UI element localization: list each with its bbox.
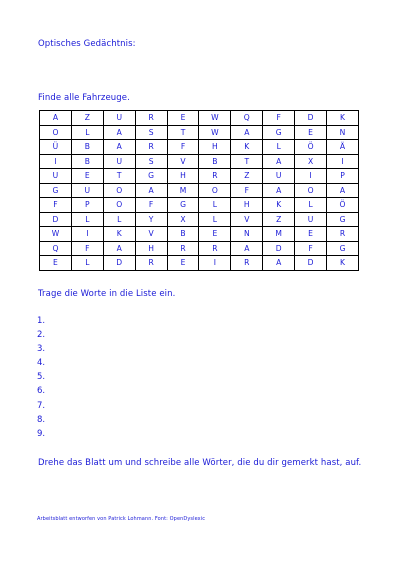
grid-cell: E [295, 227, 327, 242]
grid-cell: B [167, 227, 199, 242]
grid-cell: R [327, 227, 359, 242]
grid-cell: D [40, 212, 72, 227]
instruction-turn-page: Drehe das Blatt um und schreibe alle Wörter, die du dir gemerkt hast, auf. [38, 458, 362, 468]
grid-cell: F [231, 183, 263, 198]
grid-cell: G [263, 125, 295, 140]
grid-cell: S [135, 154, 167, 169]
grid-cell: K [263, 198, 295, 213]
grid-cell: I [199, 256, 231, 271]
grid-row [40, 183, 359, 198]
page-title: Optisches Gedächtnis: [38, 39, 136, 49]
list-item [37, 370, 51, 384]
grid-cell: G [40, 183, 72, 198]
grid-row [40, 125, 359, 140]
grid-cell: R [135, 256, 167, 271]
grid-cell: F [263, 111, 295, 126]
grid-cell: L [263, 140, 295, 155]
grid-cell: H [135, 241, 167, 256]
grid-cell: A [263, 183, 295, 198]
grid-cell: H [199, 140, 231, 155]
grid-row [40, 111, 359, 126]
grid-cell: E [71, 169, 103, 184]
grid-cell: V [135, 227, 167, 242]
grid-cell: N [327, 125, 359, 140]
grid-cell: R [199, 241, 231, 256]
list-item-number: 9. [37, 428, 46, 439]
grid-cell: P [327, 169, 359, 184]
grid-row [40, 140, 359, 155]
grid-cell: W [199, 111, 231, 126]
list-item-number: 5. [37, 372, 46, 383]
grid-row [40, 241, 359, 256]
grid-cell: E [295, 125, 327, 140]
grid-cell: L [71, 256, 103, 271]
grid-cell: Ö [295, 140, 327, 155]
grid-cell: T [103, 169, 135, 184]
grid-cell: L [295, 198, 327, 213]
list-item [37, 356, 51, 370]
list-item-number: 2. [37, 330, 46, 341]
grid-cell: E [40, 256, 72, 271]
grid-cell: A [231, 241, 263, 256]
grid-cell: F [71, 241, 103, 256]
grid-cell: X [295, 154, 327, 169]
grid-cell: A [231, 125, 263, 140]
grid-cell: R [231, 256, 263, 271]
grid-cell: A [103, 125, 135, 140]
grid-cell: X [167, 212, 199, 227]
grid-cell: K [327, 256, 359, 271]
grid-cell: G [167, 198, 199, 213]
list-item-number: 6. [37, 386, 46, 397]
instruction-find-vehicles: Finde alle Fahrzeuge. [38, 93, 130, 103]
grid-cell: F [167, 140, 199, 155]
list-item [37, 413, 51, 427]
grid-cell: Q [40, 241, 72, 256]
list-item [37, 328, 51, 342]
grid-cell: H [167, 169, 199, 184]
list-item-number: 1. [37, 316, 46, 326]
grid-cell: I [327, 154, 359, 169]
grid-cell: T [167, 125, 199, 140]
grid-cell: F [295, 241, 327, 256]
grid-cell: A [327, 183, 359, 198]
grid-cell: O [103, 198, 135, 213]
grid-cell: V [167, 154, 199, 169]
grid-cell: R [135, 140, 167, 155]
grid-cell: G [327, 212, 359, 227]
grid-cell: O [295, 183, 327, 198]
grid-cell: R [199, 169, 231, 184]
grid-cell: D [295, 256, 327, 271]
grid-cell: M [263, 227, 295, 242]
grid-cell: S [135, 125, 167, 140]
grid-cell: D [295, 111, 327, 126]
grid-cell: B [71, 154, 103, 169]
grid-row [40, 169, 359, 184]
grid-cell: A [103, 140, 135, 155]
grid-cell: R [135, 111, 167, 126]
grid-cell: L [71, 125, 103, 140]
grid-cell: H [231, 198, 263, 213]
grid-cell: A [135, 183, 167, 198]
grid-cell: Z [71, 111, 103, 126]
grid-cell: U [263, 169, 295, 184]
grid-cell: A [40, 111, 72, 126]
grid-cell: D [103, 256, 135, 271]
grid-row [40, 198, 359, 213]
grid-cell: Ö [327, 198, 359, 213]
grid-row [40, 256, 359, 271]
grid-cell: U [103, 154, 135, 169]
grid-cell: L [71, 212, 103, 227]
grid-cell: I [40, 154, 72, 169]
list-item [37, 384, 51, 398]
grid-cell: O [103, 183, 135, 198]
grid-cell: E [167, 256, 199, 271]
grid-cell: B [71, 140, 103, 155]
list-item-number: 8. [37, 414, 46, 425]
grid-cell: A [263, 154, 295, 169]
grid-cell: G [135, 169, 167, 184]
answer-list [37, 314, 51, 441]
list-item [37, 314, 51, 328]
grid-cell: E [167, 111, 199, 126]
grid-cell: L [103, 212, 135, 227]
grid-cell: T [231, 154, 263, 169]
grid-row [40, 154, 359, 169]
grid-cell: R [167, 241, 199, 256]
grid-cell: N [231, 227, 263, 242]
grid-cell: E [199, 227, 231, 242]
grid-cell: Z [263, 212, 295, 227]
grid-cell: A [103, 241, 135, 256]
grid-cell: Z [231, 169, 263, 184]
grid-cell: U [103, 111, 135, 126]
grid-cell: L [199, 198, 231, 213]
grid-cell: Ä [327, 140, 359, 155]
grid-cell: D [263, 241, 295, 256]
footer-credit: Arbeitsblatt entworfen von Patrick Lohmann. Font: OpenDyslexic [37, 516, 206, 522]
grid-cell: O [40, 125, 72, 140]
grid-cell: I [71, 227, 103, 242]
list-item-number: 4. [37, 358, 46, 369]
grid-cell: Q [231, 111, 263, 126]
grid-cell: Ü [40, 140, 72, 155]
grid-cell: U [71, 183, 103, 198]
grid-cell: U [40, 169, 72, 184]
grid-cell: K [103, 227, 135, 242]
grid-cell: O [199, 183, 231, 198]
grid-cell: K [327, 111, 359, 126]
grid-cell: G [327, 241, 359, 256]
grid-cell: P [71, 198, 103, 213]
grid-cell: W [40, 227, 72, 242]
grid-cell: I [295, 169, 327, 184]
grid-row [40, 227, 359, 242]
grid-cell: L [199, 212, 231, 227]
list-item [37, 427, 51, 441]
grid-cell: A [263, 256, 295, 271]
grid-cell: M [167, 183, 199, 198]
grid-cell: V [231, 212, 263, 227]
grid-row [40, 212, 359, 227]
grid-cell: K [231, 140, 263, 155]
list-item-number: 3. [37, 344, 46, 355]
letter-grid [39, 110, 359, 271]
grid-cell: U [295, 212, 327, 227]
list-item [37, 399, 51, 413]
grid-cell: F [40, 198, 72, 213]
grid-cell: B [199, 154, 231, 169]
grid-cell: W [199, 125, 231, 140]
list-item [37, 342, 51, 356]
grid-cell: Y [135, 212, 167, 227]
instruction-fill-list: Trage die Worte in die Liste ein. [38, 289, 176, 299]
grid-cell: F [135, 198, 167, 213]
list-item-number: 7. [37, 400, 46, 411]
